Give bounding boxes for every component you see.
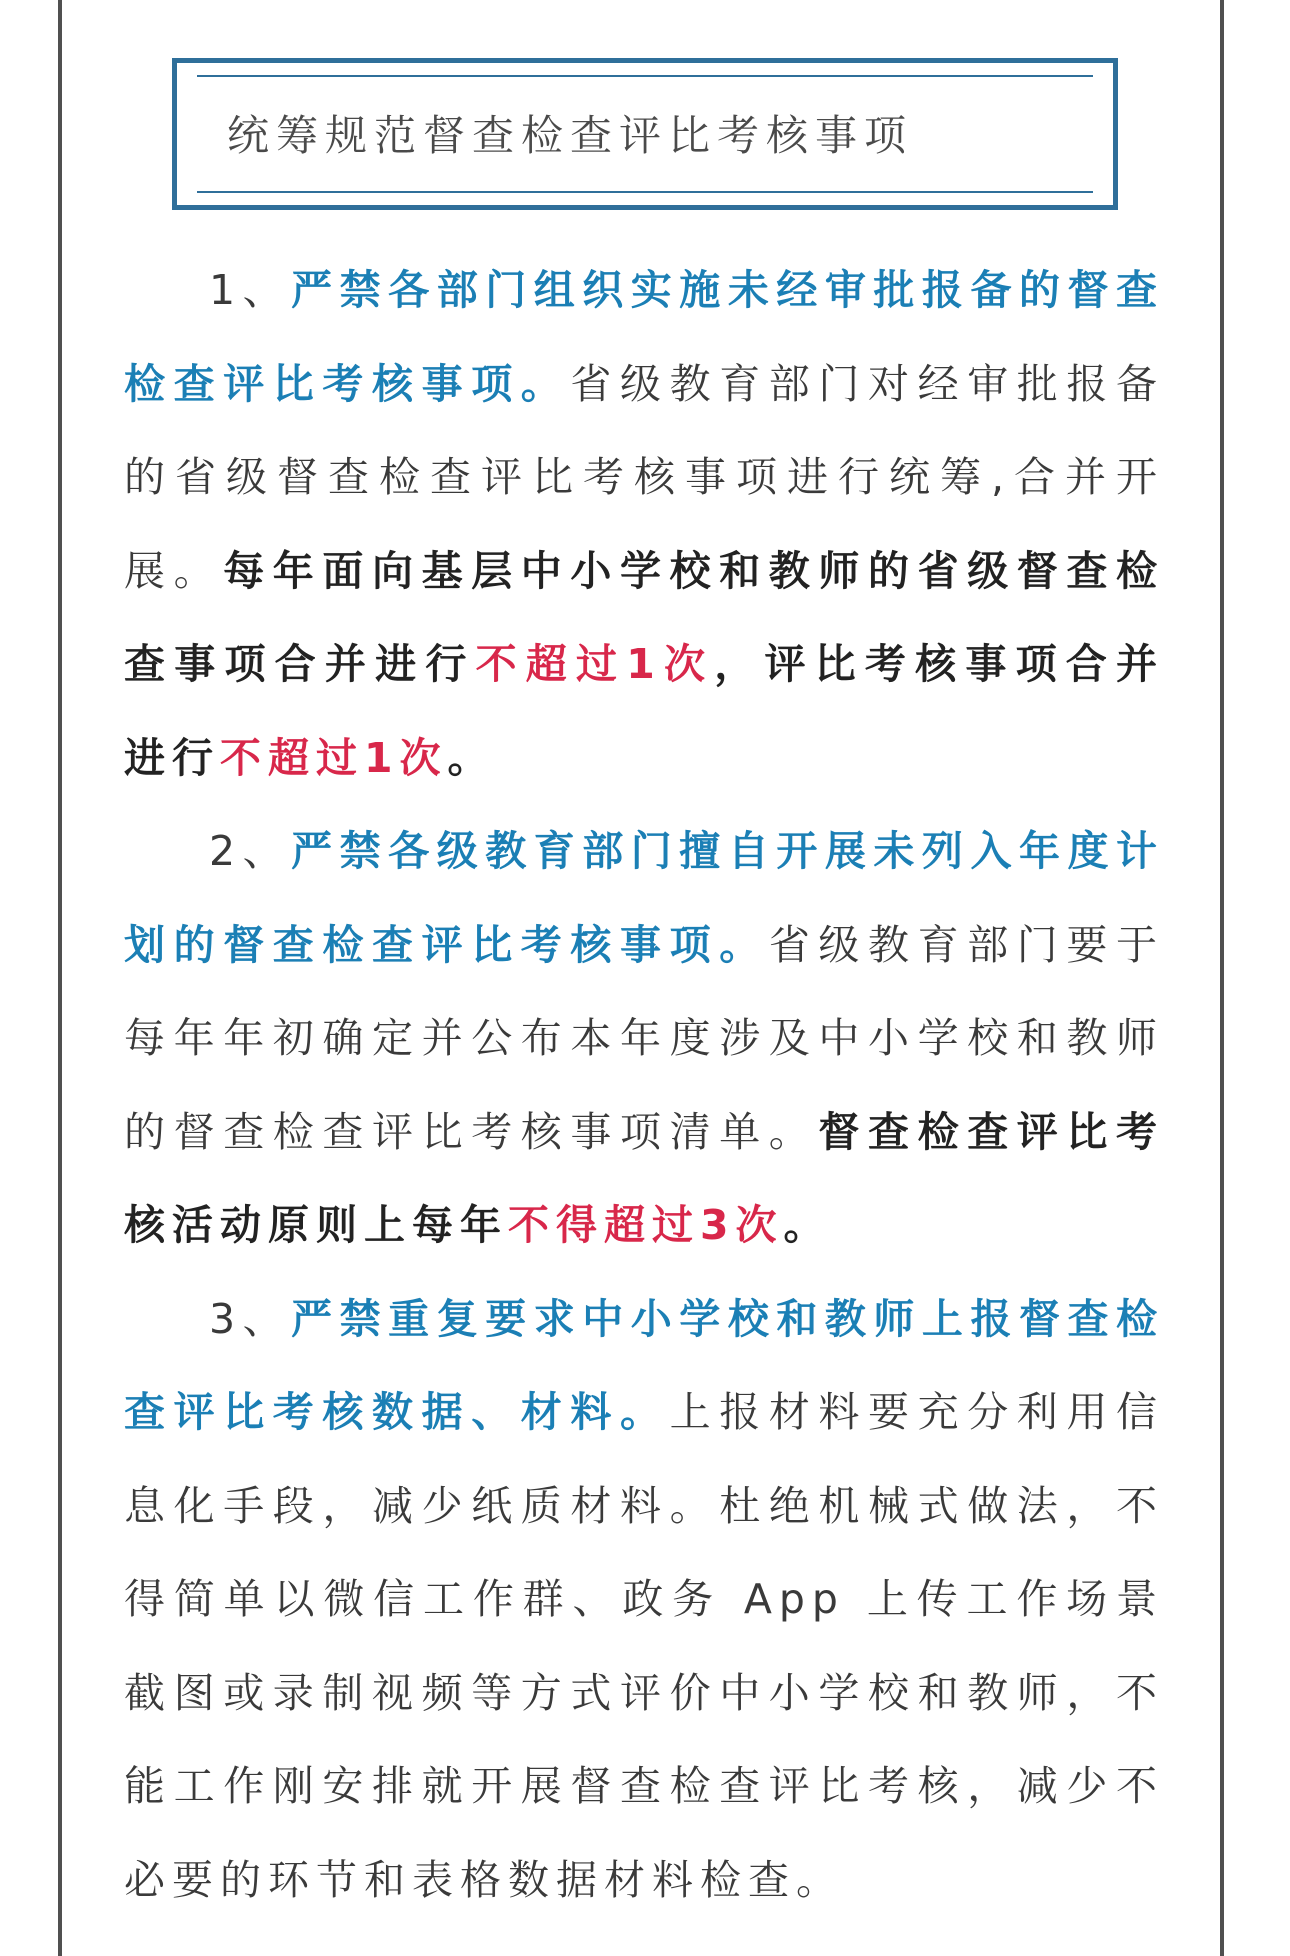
item-3-number: 3、 xyxy=(209,1294,292,1343)
item-3-text: 上报材料要充分利用信息化手段，减少纸质材料。杜绝机械式做法，不得简单以微信工作群、政务 App 上传工作场景截图或录制视频等方式评价中小学校和教师，不能工作刚安排就开展督查检查评比考核，减少不必要的环节和表格数据材料检查。 xyxy=(124,1388,1165,1904)
section-title: 统筹规范督查检查评比考核事项 xyxy=(227,111,914,160)
item-2-heading: 严禁各级教育部门擅自开展未列入年度计划的督查检查评比考核事项。 xyxy=(124,827,1165,969)
title-top-rule xyxy=(197,75,1093,77)
title-bottom-rule xyxy=(197,191,1093,193)
item-2-paragraph xyxy=(124,805,1164,1273)
item-3-paragraph xyxy=(124,1273,1164,1928)
item-1-paragraph xyxy=(124,244,1164,805)
article-body xyxy=(124,244,1164,1927)
item-1-end: 。 xyxy=(447,733,496,782)
item-1-limit-evaluation: 不超过1次 xyxy=(220,733,448,782)
item-2-text: 省级教育部门要于每年年初确定并公布本年度涉及中小学校和教师的督查检查评比考核事项清单。 xyxy=(124,920,1165,1156)
title-box xyxy=(172,58,1118,210)
item-1-bold-text-2: ，评比考核事项合并进行 xyxy=(124,640,1165,782)
item-2-bold-text: 督查检查评比考核活动原则上每年 xyxy=(124,1107,1165,1249)
item-1-bold-text: 每年面向基层中小学校和教师的省级督查检查事项合并进行 xyxy=(124,546,1165,688)
item-1-number: 1、 xyxy=(209,266,292,314)
item-2-end: 。 xyxy=(783,1201,832,1249)
item-3-heading: 严禁重复要求中小学校和教师上报督查检查评比考核数据、材料。 xyxy=(124,1294,1165,1436)
item-1-text: 省级教育部门对经审批报备的省级督查检查评比考核事项进行统筹,合并开展。 xyxy=(124,359,1165,595)
item-1-limit-inspection: 不超过1次 xyxy=(475,640,715,688)
item-1-heading: 严禁各部门组织实施未经审批报备的督查检查评比考核事项。 xyxy=(124,266,1165,408)
item-2-limit: 不得超过3次 xyxy=(508,1201,784,1249)
item-2-number: 2、 xyxy=(209,827,292,875)
